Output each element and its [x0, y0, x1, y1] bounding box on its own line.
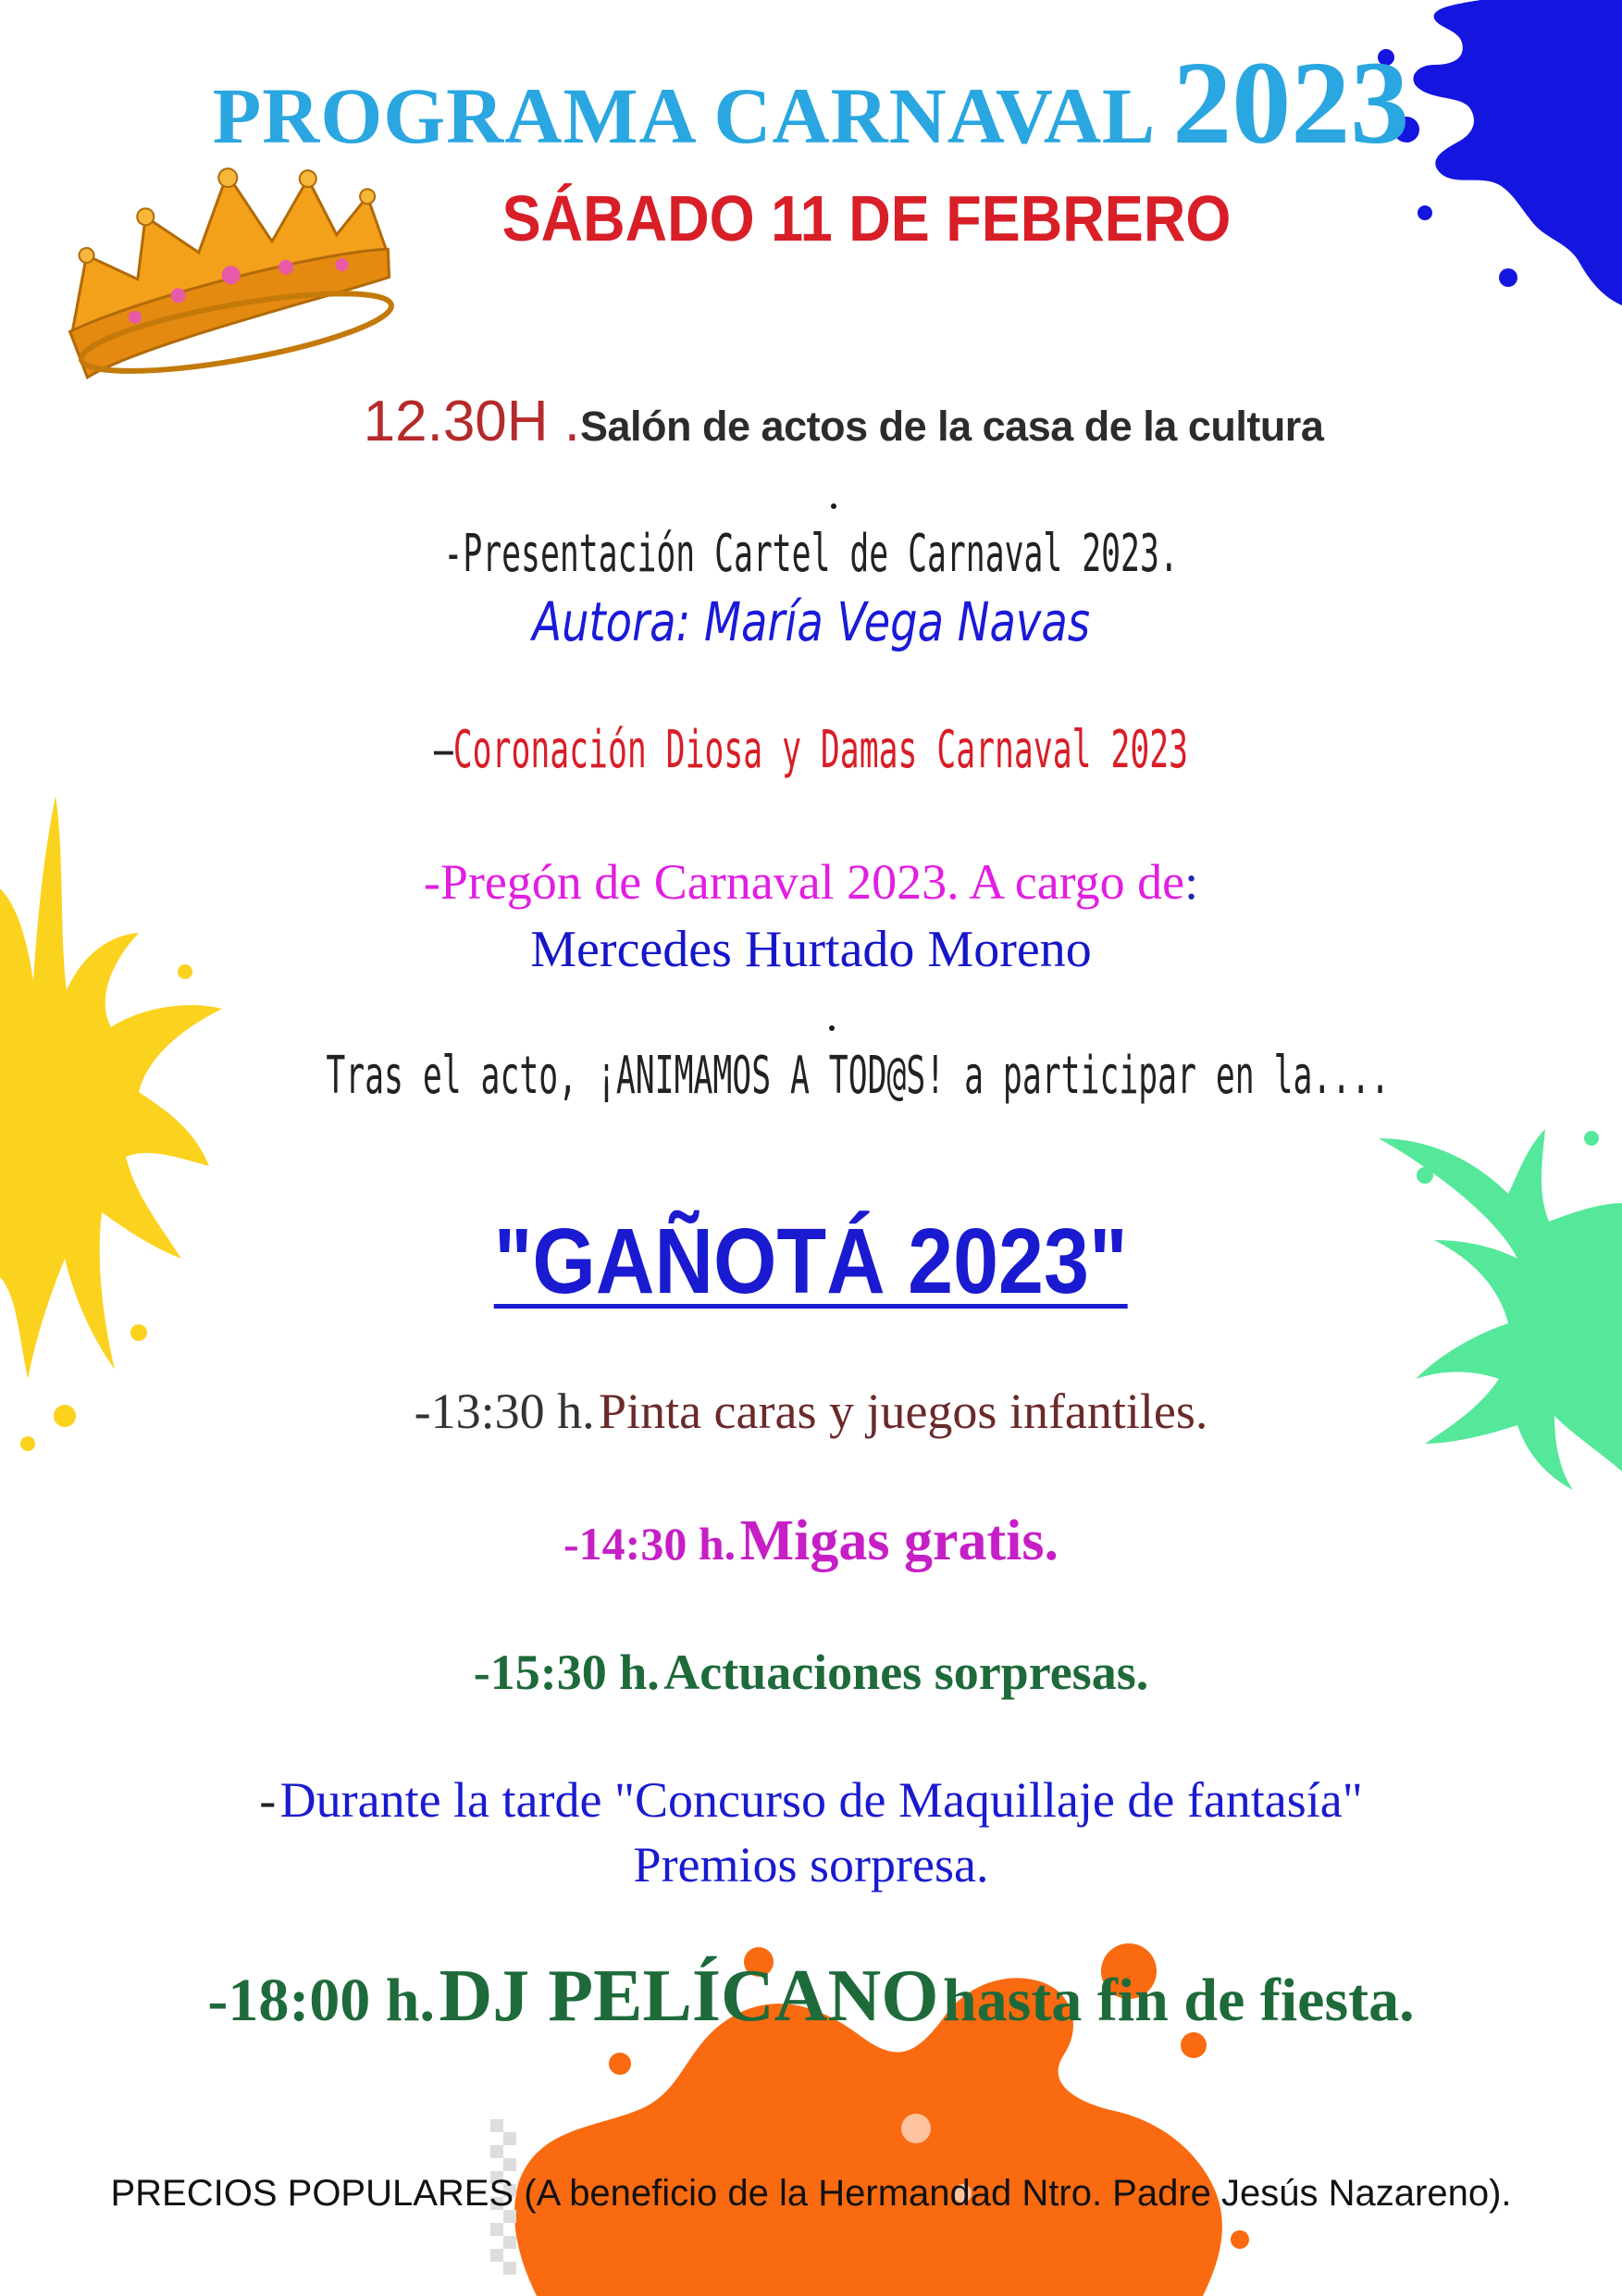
poster-author: [0, 590, 1622, 653]
separator-dot: [829, 1025, 835, 1031]
page-title: [0, 35, 1622, 171]
invitation: [0, 1046, 1622, 1106]
coronation-label: Coronación Diosa y Damas Carnaval 2023: [452, 720, 1189, 780]
footer-prices-text: PRECIOS POPULARES (A beneficio de la Hermandad Ntro. Padre Jesús Nazareno).: [110, 2173, 1512, 2214]
pregon-text: -Pregón de Carnaval 2023. A cargo de: [423, 854, 1185, 910]
coronation-text: [434, 720, 1188, 780]
coronation: [0, 720, 1622, 780]
pregon: [0, 853, 1622, 911]
event-time: -13:30 h.: [414, 1384, 595, 1439]
event-highlight: DJ PELÍCANO: [439, 1955, 939, 2037]
event-item: [0, 1771, 1622, 1829]
title-text: PROGRAMA CARNAVAL: [212, 71, 1157, 160]
event-desc-secondary: Premios sorpresa.: [633, 1837, 989, 1893]
event-time: -14:30 h.: [563, 1518, 737, 1570]
poster-presentation-text: -Presentación Cartel de Carnaval 2023.: [443, 524, 1179, 584]
poster-author-text: Autora: María Vega Navas: [532, 590, 1090, 653]
morning-time-venue: [32, 389, 1622, 454]
event-date: SÁBADO 11 DE FEBRERO: [501, 182, 1232, 254]
event-item: [0, 1955, 1622, 2039]
event-item: [0, 1383, 1622, 1440]
morning-time: 12.30H .: [363, 390, 581, 453]
event-desc: Actuaciones sorpresas.: [663, 1644, 1149, 1700]
coronation-dash: –: [433, 720, 453, 780]
morning-venue: Salón de actos de la casa de la cultura: [580, 403, 1324, 450]
event-desc: hasta fin de fiesta.: [942, 1967, 1415, 2034]
pregon-speaker: [0, 920, 1622, 979]
event-desc: Durante la tarde "Concurso de Maquillaje de fantasía": [279, 1772, 1363, 1828]
poster-presentation: [0, 524, 1622, 584]
pregon-colon: :: [1184, 854, 1199, 910]
event-item: [0, 1508, 1622, 1574]
title-year: 2023: [1172, 37, 1410, 168]
pregon-speaker-text: Mercedes Hurtado Moreno: [530, 921, 1092, 978]
event-desc: Pinta caras y juegos infantiles.: [599, 1384, 1208, 1439]
event-time: -18:00 h.: [207, 1967, 436, 2034]
ganota-title-text: "GAÑOTÁ 2023": [494, 1210, 1128, 1313]
event-item: [0, 1644, 1622, 1701]
event-time: -: [259, 1772, 277, 1828]
invitation-text: Tras el acto, ¡ANIMAMOS A TOD@S! a participar en la....: [326, 1046, 1391, 1106]
separator-dot: [831, 503, 836, 509]
ganota-title: [0, 1209, 1622, 1315]
event-desc: Migas gratis.: [739, 1509, 1059, 1572]
footer-prices: [0, 2173, 1622, 2215]
event-item-subline: [0, 1836, 1622, 1893]
event-time: -15:30 h.: [473, 1644, 660, 1700]
